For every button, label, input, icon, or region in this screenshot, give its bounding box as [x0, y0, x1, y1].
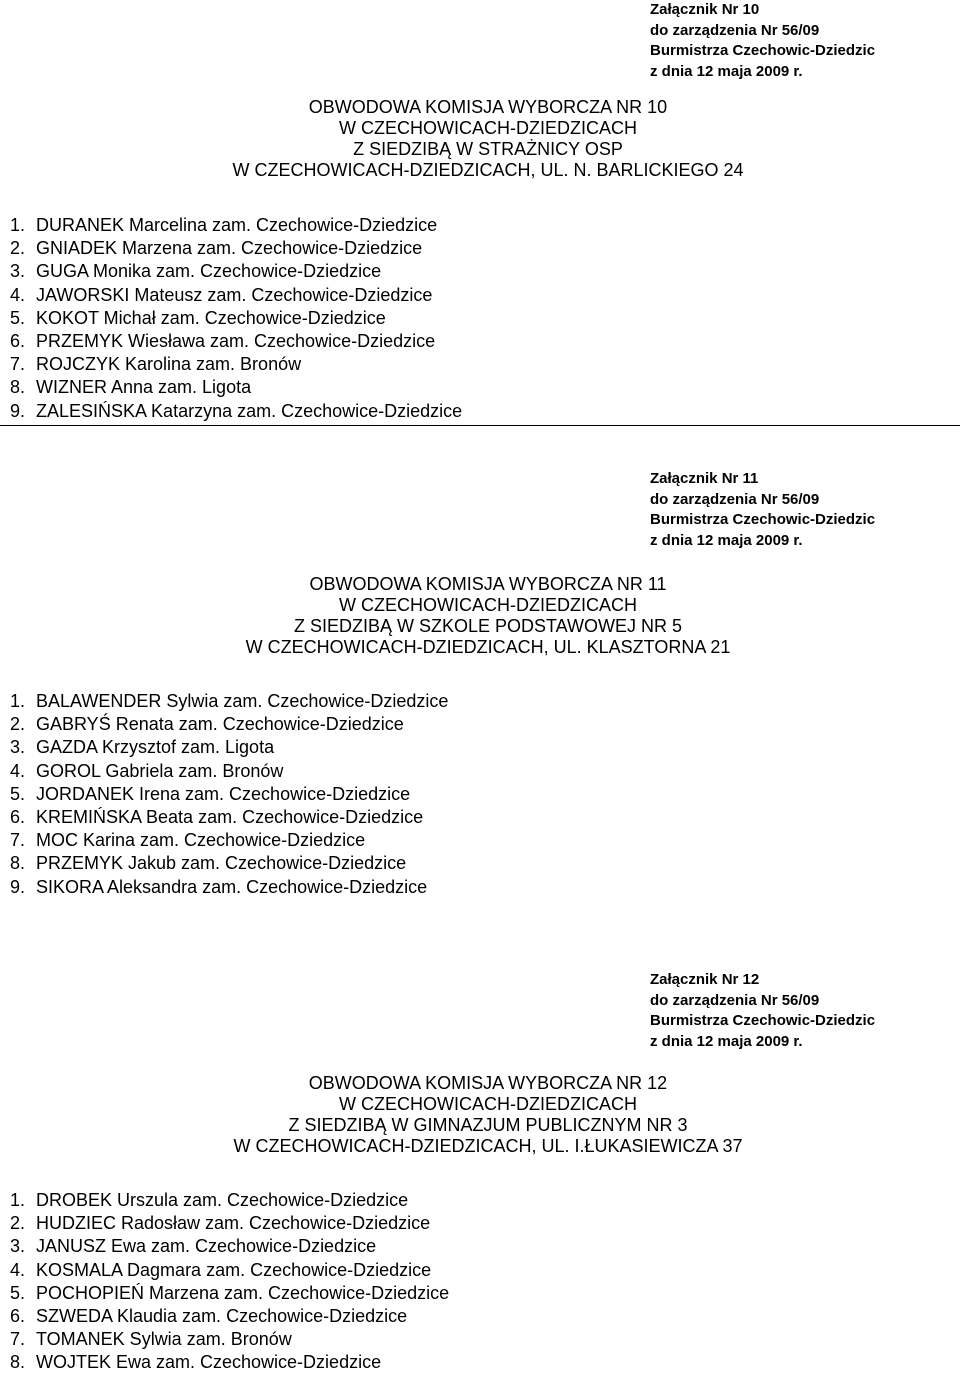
annex-number: Załącznik Nr 12 — [650, 971, 760, 988]
list-item: 7. ROJCZYK Karolina zam. Bronów — [10, 354, 302, 375]
list-item: 6. PRZEMYK Wiesława zam. Czechowice-Dziedzice — [10, 331, 436, 352]
commission-address: W CZECHOWICACH-DZIEDZICACH, UL. N. BARLICKIEGO 24 — [232, 160, 744, 180]
list-item: 9. SIKORA Aleksandra zam. Czechowice-Dziedzice — [10, 876, 428, 897]
member-list — [10, 1189, 449, 1375]
commission-seat: Z SIEDZIBĄ W GIMNAZJUM PUBLICZNYM NR 3 — [288, 1115, 688, 1135]
list-item: 1. DURANEK Marcelina zam. Czechowice-Dziedzice — [10, 215, 438, 235]
annex-note — [650, 0, 950, 82]
commission-address: W CZECHOWICACH-DZIEDZICACH, UL. KLASZTORNA 21 — [245, 637, 731, 657]
commission-seat: Z SIEDZIBĄ W STRAŻNICY OSP — [353, 139, 623, 159]
list-item: 4. GOROL Gabriela zam. Bronów — [10, 760, 284, 781]
commission-heading — [0, 97, 960, 181]
annex-date: z dnia 12 maja 2009 r. — [650, 62, 803, 80]
annex-number: Załącznik Nr 11 — [650, 470, 759, 487]
commission-title: OBWODOWA KOMISJA WYBORCZA NR 12 — [308, 1073, 668, 1093]
list-item: 9. ZALESIŃSKA Katarzyna zam. Czechowice-Dziedzice — [10, 400, 463, 421]
annex-ordinance: do zarządzenia Nr 56/09 — [650, 991, 820, 1009]
list-item: 1. DROBEK Urszula zam. Czechowice-Dziedzice — [10, 1190, 409, 1210]
list-item: 7. MOC Karina zam. Czechowice-Dziedzice — [10, 830, 366, 851]
list-item: 4. JAWORSKI Mateusz zam. Czechowice-Dziedzice — [10, 284, 433, 305]
list-item: 5. POCHOPIEŃ Marzena zam. Czechowice-Dziedzice — [10, 1282, 450, 1303]
list-item: 5. JORDANEK Irena zam. Czechowice-Dziedzice — [10, 783, 411, 804]
list-item: 7. TOMANEK Sylwia zam. Bronów — [10, 1329, 292, 1350]
list-item: 1. BALAWENDER Sylwia zam. Czechowice-Dziedzice — [10, 691, 449, 711]
list-item: 4. KOSMALA Dagmara zam. Czechowice-Dziedzice — [10, 1259, 432, 1280]
section-divider — [0, 425, 960, 426]
list-item: 3. JANUSZ Ewa zam. Czechowice-Dziedzice — [10, 1236, 377, 1257]
list-item: 8. WIZNER Anna zam. Ligota — [10, 377, 252, 398]
commission-heading — [0, 1073, 960, 1157]
commission-heading — [0, 574, 960, 658]
commission-city: W CZECHOWICACH-DZIEDZICACH — [339, 595, 637, 615]
commission-seat: Z SIEDZIBĄ W SZKOLE PODSTAWOWEJ NR 5 — [293, 616, 683, 636]
commission-title: OBWODOWA KOMISJA WYBORCZA NR 10 — [308, 97, 668, 117]
list-item: 6. SZWEDA Klaudia zam. Czechowice-Dziedzice — [10, 1306, 408, 1327]
commission-address: W CZECHOWICACH-DZIEDZICACH, UL. I.ŁUKASIEWICZA 37 — [233, 1136, 743, 1156]
list-item: 2. HUDZIEC Radosław zam. Czechowice-Dziedzice — [10, 1213, 431, 1234]
annex-number: Załącznik Nr 10 — [650, 1, 760, 18]
annex-note — [650, 469, 950, 551]
list-item: 2. GABRYŚ Renata zam. Czechowice-Dziedzice — [10, 714, 404, 735]
annex-authority: Burmistrza Czechowic-Dziedzic — [650, 511, 876, 528]
list-item: 2. GNIADEK Marzena zam. Czechowice-Dziedzice — [10, 238, 423, 259]
annex-ordinance: do zarządzenia Nr 56/09 — [650, 21, 820, 39]
list-item: 6. KREMIŃSKA Beata zam. Czechowice-Dziedzice — [10, 807, 424, 828]
list-item: 3. GAZDA Krzysztof zam. Ligota — [10, 737, 275, 758]
annex-date: z dnia 12 maja 2009 r. — [650, 1032, 803, 1050]
commission-title: OBWODOWA KOMISJA WYBORCZA NR 11 — [309, 574, 667, 594]
commission-city: W CZECHOWICACH-DZIEDZICACH — [339, 1094, 637, 1114]
annex-note — [650, 970, 950, 1052]
annex-authority: Burmistrza Czechowic-Dziedzic — [650, 42, 876, 59]
annex-date: z dnia 12 maja 2009 r. — [650, 531, 803, 549]
annex-authority: Burmistrza Czechowic-Dziedzic — [650, 1012, 876, 1029]
list-item: 3. GUGA Monika zam. Czechowice-Dziedzice — [10, 261, 382, 282]
list-item: 5. KOKOT Michał zam. Czechowice-Dziedzice — [10, 307, 386, 328]
member-list — [10, 690, 448, 899]
member-list — [10, 214, 462, 423]
list-item: 8. WOJTEK Ewa zam. Czechowice-Dziedzice — [10, 1352, 382, 1373]
list-item: 8. PRZEMYK Jakub zam. Czechowice-Dziedzice — [10, 853, 407, 874]
commission-city: W CZECHOWICACH-DZIEDZICACH — [339, 118, 637, 138]
annex-ordinance: do zarządzenia Nr 56/09 — [650, 490, 820, 508]
